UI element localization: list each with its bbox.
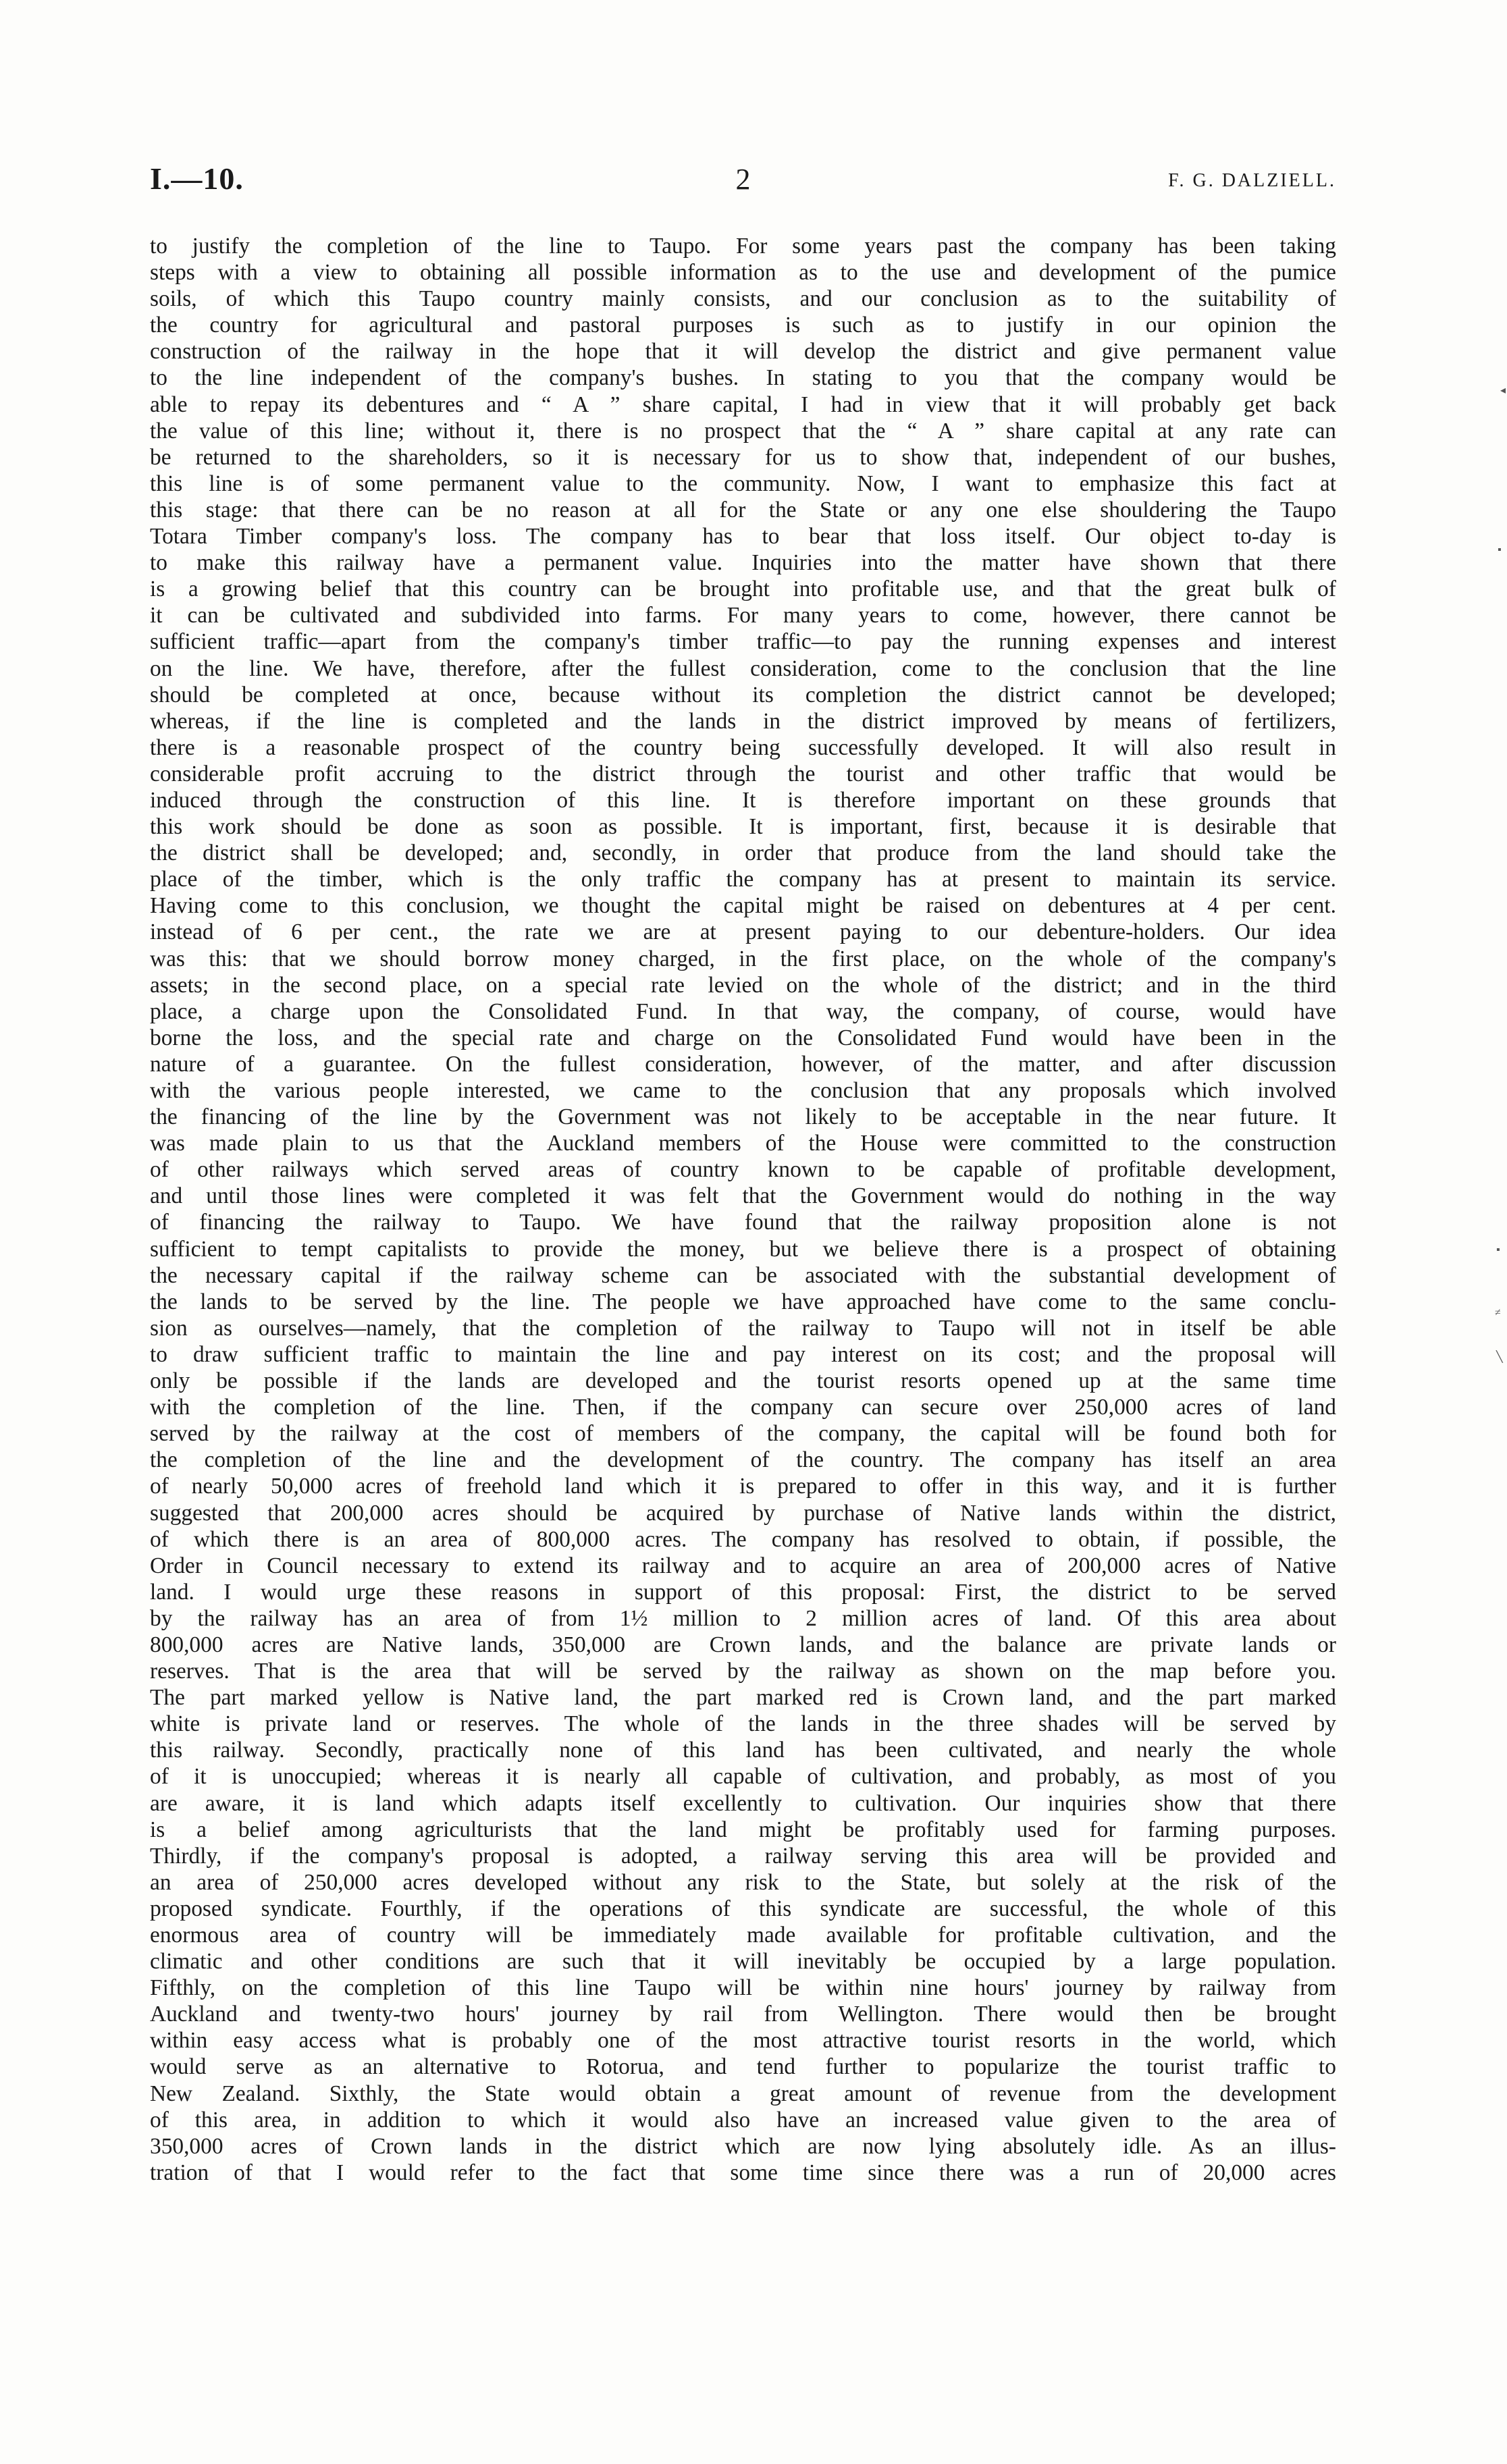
- text-line: soils, of which this Taupo country mainly consists, and our conclusion as to the suitability of: [150, 286, 1336, 312]
- text-line: 350,000 acres of Crown lands in the district which are now lying absolutely idle. As an illus-: [150, 2133, 1336, 2159]
- text-line: tration of that I would refer to the fact that some time since there was a run of 20,000 acres: [150, 2160, 1336, 2185]
- text-line: construction of the railway in the hope that it will develop the district and give permanent value: [150, 339, 1336, 365]
- text-line: to draw sufficient traffic to maintain the line and pay interest on its cost; and the proposal will: [150, 1341, 1336, 1367]
- text-line: 800,000 acres are Native lands, 350,000 are Crown lands, and the balance are private lands or: [150, 1632, 1336, 1657]
- text-line: place, a charge upon the Consolidated Fund. In that way, the company, of course, would have: [150, 998, 1336, 1024]
- text-line: this stage: that there can be no reason at all for the State or any one else shouldering the Taupo: [150, 497, 1336, 523]
- page-number: 2: [735, 163, 751, 196]
- margin-speck: ▪: [1498, 544, 1502, 556]
- text-line: with the completion of the line. Then, if the company can secure over 250,000 acres of land: [150, 1395, 1336, 1420]
- text-line: with the various people interested, we came to the conclusion that any proposals which involved: [150, 1078, 1336, 1103]
- margin-speck: ◂: [1500, 385, 1506, 396]
- text-line: served by the railway at the cost of members of the company, the capital will be found both for: [150, 1421, 1336, 1447]
- text-line: place of the timber, which is the only traffic the company has at present to maintain its service.: [150, 867, 1336, 892]
- text-line: the completion of the line and the development of the country. The company has itself an area: [150, 1447, 1336, 1473]
- text-line: assets; in the second place, on a special rate levied on the whole of the district; and in the third: [150, 972, 1336, 998]
- text-line: of it is unoccupied; whereas it is nearly all capable of cultivation, and probably, as most of you: [150, 1764, 1336, 1790]
- text-line: there is a reasonable prospect of the country being successfully developed. It will also result in: [150, 734, 1336, 760]
- text-line: white is private land or reserves. The whole of the lands in the three shades will be served by: [150, 1711, 1336, 1737]
- text-line: considerable profit accruing to the district through the tourist and other traffic that would be: [150, 761, 1336, 786]
- text-line: be returned to the shareholders, so it is necessary for us to show that, independent of our bushes,: [150, 444, 1336, 470]
- text-line: sion as ourselves—namely, that the completion of the railway to Taupo will not in itself be able: [150, 1315, 1336, 1341]
- text-line: this railway. Secondly, practically none of this land has been cultivated, and nearly the whole: [150, 1738, 1336, 1763]
- text-line: by the railway has an area of from 1½ million to 2 million acres of land. Of this area about: [150, 1605, 1336, 1631]
- margin-speck: ≠: [1495, 1307, 1501, 1318]
- text-line: steps with a view to obtaining all possible information as to the use and development of the pumice: [150, 260, 1336, 286]
- text-line: an area of 250,000 acres developed without any risk to the State, but solely at the risk of the: [150, 1869, 1336, 1895]
- text-line: are aware, it is land which adapts itself excellently to cultivation. Our inquiries show that there: [150, 1790, 1336, 1816]
- text-line: The part marked yellow is Native land, the part marked red is Crown land, and the part marked: [150, 1685, 1336, 1711]
- text-line: only be possible if the lands are developed and the tourist resorts opened up at the same time: [150, 1368, 1336, 1394]
- text-line: this work should be done as soon as possible. It is important, first, because it is desirable that: [150, 814, 1336, 840]
- document-id: I.—10.: [150, 161, 244, 196]
- text-line: Auckland and twenty-two hours' journey by rail from Wellington. There would then be brought: [150, 2002, 1336, 2027]
- text-line: suggested that 200,000 acres should be acquired by purchase of Native lands within the district,: [150, 1500, 1336, 1526]
- text-line: able to repay its debentures and “ A ” share capital, I had in view that it will probably get back: [150, 392, 1336, 417]
- text-line: of other railways which served areas of country known to be capable of profitable development,: [150, 1157, 1336, 1183]
- text-line: was made plain to us that the Auckland members of the House were committed to the construction: [150, 1131, 1336, 1156]
- text-line: reserves. That is the area that will be served by the railway as shown on the map before you.: [150, 1659, 1336, 1684]
- text-line: proposed syndicate. Fourthly, if the operations of this syndicate are successful, the whole of this: [150, 1896, 1336, 1921]
- text-line: of financing the railway to Taupo. We have found that the railway proposition alone is not: [150, 1210, 1336, 1235]
- text-line: was this: that we should borrow money charged, in the first place, on the whole of the company's: [150, 946, 1336, 971]
- text-line: is a belief among agriculturists that the land might be profitably used for farming purposes.: [150, 1817, 1336, 1842]
- text-line: Thirdly, if the company's proposal is adopted, a railway serving this area will be provided and: [150, 1843, 1336, 1869]
- text-line: this line is of some permanent value to the community. Now, I want to emphasize this fact at: [150, 471, 1336, 496]
- text-line: the country for agricultural and pastoral purposes is such as to justify in our opinion the: [150, 313, 1336, 338]
- text-line: and until those lines were completed it was felt that the Government would do nothing in the way: [150, 1183, 1336, 1209]
- margin-speck: ▪: [1496, 1244, 1500, 1256]
- text-line: instead of 6 per cent., the rate we are at present paying to our debenture-holders. Our idea: [150, 919, 1336, 945]
- text-line: should be completed at once, because without its completion the district cannot be developed;: [150, 682, 1336, 707]
- text-line: whereas, if the line is completed and the lands in the district improved by means of fertilizers,: [150, 708, 1336, 734]
- text-line: nature of a guarantee. On the fullest consideration, however, of the matter, and after discussion: [150, 1051, 1336, 1077]
- text-line: Totara Timber company's loss. The company has to bear that loss itself. Our object to-day is: [150, 524, 1336, 550]
- text-line: is a growing belief that this country can be brought into profitable use, and that the great bulk of: [150, 577, 1336, 602]
- text-line: land. I would urge these reasons in support of this proposal: First, the district to be served: [150, 1579, 1336, 1605]
- running-head: [150, 161, 1336, 208]
- text-line: of this area, in addition to which it would also have an increased value given to the area of: [150, 2107, 1336, 2133]
- text-line: on the line. We have, therefore, after the fullest consideration, come to the conclusion that the line: [150, 655, 1336, 681]
- margin-speck: ╲: [1496, 1351, 1503, 1363]
- text-line: induced through the construction of this line. It is therefore important on these grounds that: [150, 787, 1336, 813]
- text-line: the financing of the line by the Government was not likely to be acceptable in the near future. It: [150, 1104, 1336, 1130]
- text-line: the necessary capital if the railway scheme can be associated with the substantial development of: [150, 1262, 1336, 1288]
- text-line: the lands to be served by the line. The people we have approached have come to the same conclu-: [150, 1289, 1336, 1314]
- text-line: the value of this line; without it, there is no prospect that the “ A ” share capital at any rate can: [150, 418, 1336, 444]
- text-line: the district shall be developed; and, secondly, in order that produce from the land should take the: [150, 840, 1336, 866]
- text-line: within easy access what is probably one of the most attractive tourist resorts in the world, which: [150, 2028, 1336, 2054]
- text-line: to make this railway have a permanent value. Inquiries into the matter have shown that there: [150, 550, 1336, 576]
- text-line: would serve as an alternative to Rotorua, and tend further to popularize the tourist traffic to: [150, 2054, 1336, 2080]
- body-text: [150, 233, 1336, 2186]
- text-line: enormous area of country will be immediately made available for profitable cultivation, and the: [150, 1923, 1336, 1948]
- text-line: Order in Council necessary to extend its railway and to acquire an area of 200,000 acres of Native: [150, 1553, 1336, 1578]
- text-line: sufficient traffic—apart from the company's timber traffic—to pay the running expenses and interest: [150, 629, 1336, 655]
- text-line: climatic and other conditions are such that it will inevitably be occupied by a large population.: [150, 1949, 1336, 1975]
- text-line: of which there is an area of 800,000 acres. The company has resolved to obtain, if possible, the: [150, 1526, 1336, 1552]
- text-line: Having come to this conclusion, we thought the capital might be raised on debentures at 4 per cent.: [150, 893, 1336, 919]
- text-line: Fifthly, on the completion of this line Taupo will be within nine hours' journey by railway from: [150, 1975, 1336, 2001]
- text-line: to the line independent of the company's bushes. In stating to you that the company would be: [150, 365, 1336, 391]
- text-line: borne the loss, and the special rate and charge on the Consolidated Fund would have been in the: [150, 1025, 1336, 1050]
- text-line: it can be cultivated and subdivided into farms. For many years to come, however, there cannot be: [150, 603, 1336, 628]
- text-line: sufficient to tempt capitalists to provide the money, but we believe there is a prospect of obtaining: [150, 1236, 1336, 1262]
- text-line: of nearly 50,000 acres of freehold land which it is prepared to offer in this way, and it is further: [150, 1474, 1336, 1499]
- speaker-name: F. G. DALZIELL.: [1168, 170, 1336, 191]
- text-line: to justify the completion of the line to Taupo. For some years past the company has been taking: [150, 234, 1336, 259]
- text-line: New Zealand. Sixthly, the State would obtain a great amount of revenue from the development: [150, 2081, 1336, 2106]
